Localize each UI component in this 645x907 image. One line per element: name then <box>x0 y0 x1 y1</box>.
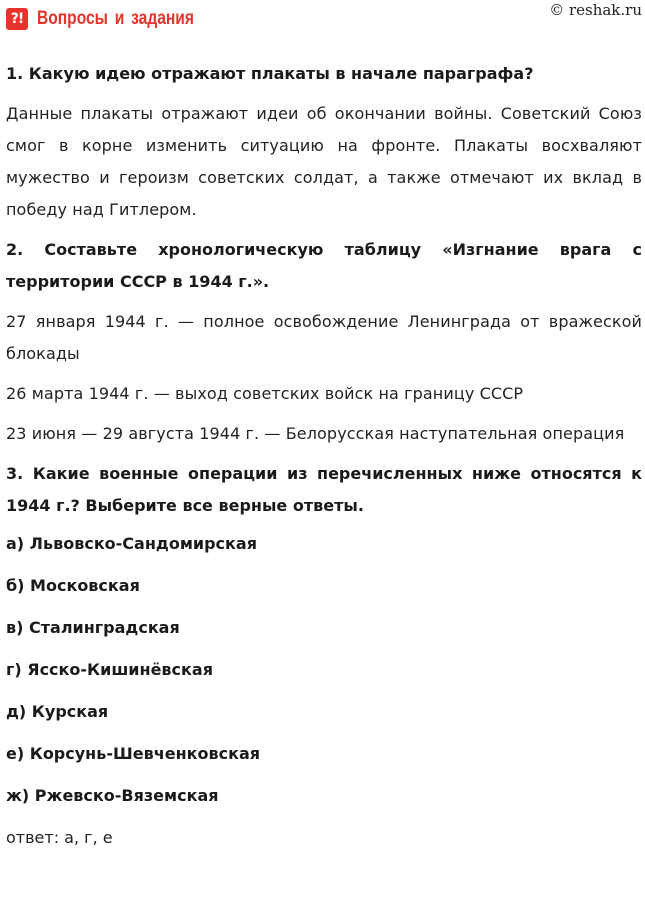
option-item: ж) Ржевско-Вяземская <box>6 786 219 805</box>
timeline-entry: 23 июня — 29 августа 1944 г. — Белорусская наступательная операция <box>6 424 625 443</box>
option-item: е) Корсунь-Шевченковская <box>6 744 261 763</box>
content <box>6 58 642 850</box>
option-item: а) Львовско-Сандомирская <box>6 534 257 553</box>
option-item: г) Ясско-Кишинёвская <box>6 660 213 679</box>
question-1: 1. Какую идею отражают плакаты в начале параграфа? <box>6 64 534 83</box>
answer-3: ответ: а, г, е <box>6 828 113 847</box>
question-3: 3. Какие военные операции из перечисленных ниже относятся к 1944 г.? Выберите все верные ответы. <box>6 464 642 515</box>
site-watermark: © reshak.ru <box>549 1 642 19</box>
section-header <box>6 7 228 31</box>
section-title: Вопросы и задания <box>37 8 194 29</box>
option-item: б) Московская <box>6 576 140 595</box>
answer-1: Данные плакаты отражают идеи об окончании войны. Советский Союз смог в корне изменить ситуацию на фронте. Плакаты восхваляют мужество и героизм советских солдат, а также отмечают их вклад в победу над Гитлером. <box>6 104 642 219</box>
question-exclamation-icon: ?! <box>6 8 28 30</box>
option-item: в) Сталинградская <box>6 618 180 637</box>
question-2: 2. Составьте хронологическую таблицу «Изгнание врага с территории СССР в 1944 г.». <box>6 240 642 291</box>
option-item: д) Курская <box>6 702 109 721</box>
timeline-entry: 27 января 1944 г. — полное освобождение Ленинграда от вражеской блокады <box>6 312 642 363</box>
timeline-entry: 26 марта 1944 г. — выход советских войск на границу СССР <box>6 384 524 403</box>
